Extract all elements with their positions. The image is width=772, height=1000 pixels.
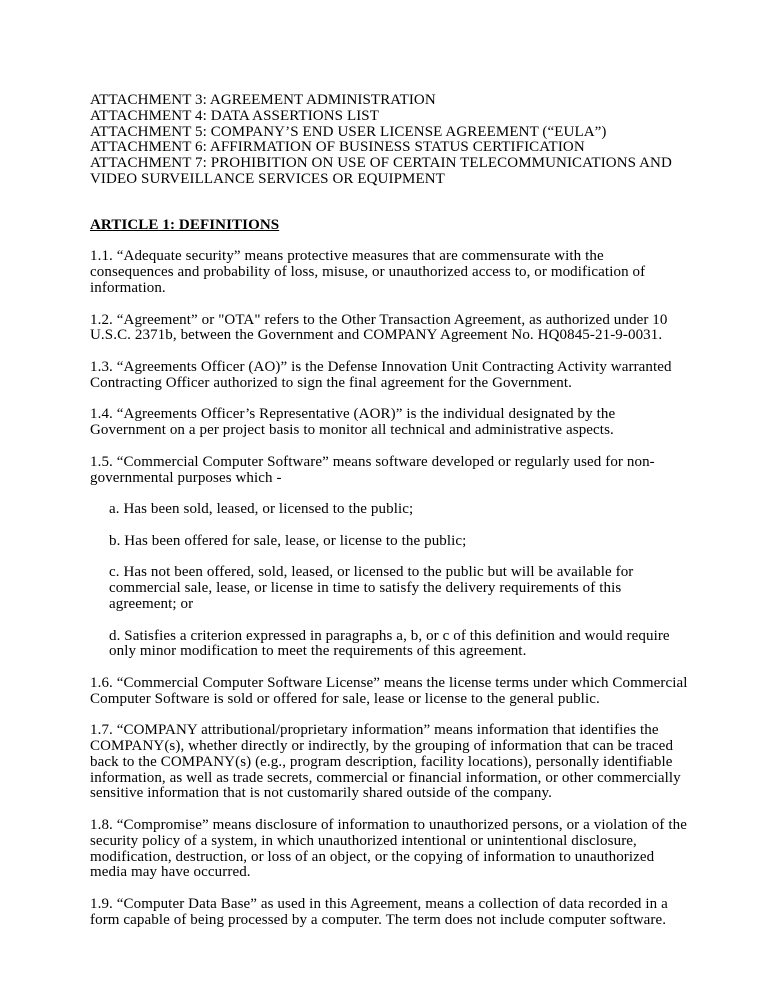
definition-subparagraph: a. Has been sold, leased, or licensed to the public; — [109, 501, 414, 518]
definition-paragraph: 1.1. “Adequate security” means protective measures that are commensurate with the consequences and probability of loss, misuse, or unauthorized access to, or modification of information. — [90, 248, 646, 296]
attachment-item: ATTACHMENT 3: AGREEMENT ADMINISTRATION — [90, 92, 436, 108]
definition-paragraph: 1.3. “Agreements Officer (AO)” is the Defense Innovation Unit Contracting Activity warranted Contracting Officer authorized to sign the final agreement for the Government. — [90, 358, 672, 391]
definition-paragraph: 1.6. “Commercial Computer Software License” means the license terms under which Commercial Computer Software is sold or offered for sale, lease or license to the general public. — [90, 674, 688, 707]
article-heading: ARTICLE 1: DEFINITIONS — [90, 216, 280, 233]
definition-paragraph: 1.9. “Computer Data Base” as used in this Agreement, means a collection of data recorded in a form capable of being processed by a computer. The term does not include computer software. — [90, 896, 668, 928]
definition-subparagraph: c. Has not been offered, sold, leased, or licensed to the public but will be available for commercial sale, lease, or license in time to satisfy the delivery requirements of this agreement; or — [109, 564, 634, 612]
definition-paragraph: 1.7. “COMPANY attributional/proprietary information” means information that identifies the COMPANY(s), whether directly or indirectly, by the grouping of information that can be traced back to the COMPANY(s) (e.g., program description, facility locations), personally identifiable information, as well as trade secrets, commercial or financial information, or other commercially sensitive information that is not customarily shared outside of the company. — [90, 722, 681, 802]
definition-subparagraph: b. Has been offered for sale, lease, or license to the public; — [109, 532, 467, 549]
definition-paragraph: 1.8. “Compromise” means disclosure of information to unauthorized persons, or a violation of the security policy of a system, in which unauthorized intentional or unintentional disclosure, modification, destruction, or loss of an object, or the copying of information to unauthorized media may have occurred. — [90, 817, 687, 881]
definitions-list — [90, 249, 688, 928]
attachment-item: ATTACHMENT 4: DATA ASSERTIONS LIST — [90, 107, 380, 124]
attachments-list — [90, 93, 688, 188]
attachment-item: ATTACHMENT 6: AFFIRMATION OF BUSINESS STATUS CERTIFICATION — [90, 139, 585, 156]
definition-subparagraph: d. Satisfies a criterion expressed in paragraphs a, b, or c of this definition and would require only minor modification to meet the requirements of this agreement. — [109, 627, 670, 660]
attachment-item: ATTACHMENT 7: PROHIBITION ON USE OF CERTAIN TELECOMMUNICATIONS AND VIDEO SURVEILLANCE SERVICES OR EQUIPMENT — [90, 155, 672, 187]
attachment-item: ATTACHMENT 5: COMPANY’S END USER LICENSE AGREEMENT (“EULA”) — [90, 123, 607, 140]
definition-paragraph: 1.2. “Agreement” or "OTA" refers to the Other Transaction Agreement, as authorized under 10 U.S.C. 2371b, between the Government and COMPANY Agreement No. HQ0845-21-9-0031. — [90, 311, 668, 344]
definition-paragraph: 1.5. “Commercial Computer Software” means software developed or regularly used for non-governmental purposes which - — [90, 453, 655, 486]
definition-paragraph: 1.4. “Agreements Officer’s Representative (AOR)” is the individual designated by the Government on a per project basis to monitor all technical and administrative aspects. — [90, 406, 616, 439]
